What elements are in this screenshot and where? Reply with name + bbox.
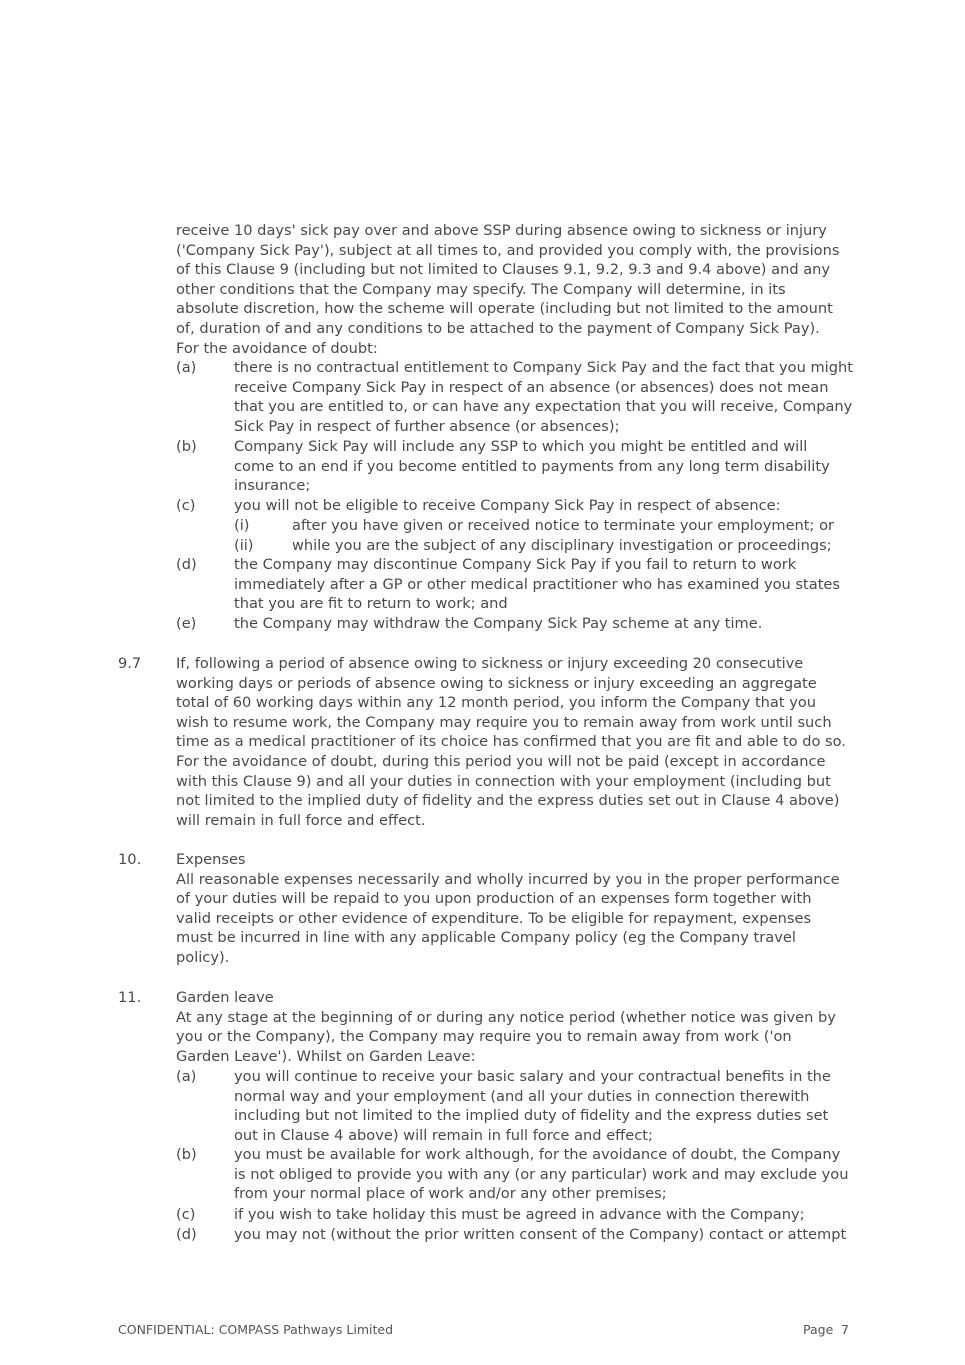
text-line: normal way and your employment (and all your duties in connection therewith — [234, 1087, 810, 1105]
clause-heading: Expenses — [176, 851, 246, 868]
text-line: is not obliged to provide you with any (or any particular) work and may exclude you — [234, 1165, 849, 1183]
item-label: (c) — [176, 497, 196, 514]
item-label: (b) — [176, 438, 197, 455]
text-line: absolute discretion, how the scheme will operate (including but not limited to the amount — [176, 300, 833, 318]
item-label: (b) — [176, 1146, 197, 1163]
text-line: At any stage at the beginning of or during any notice period (whether notice was given by — [176, 1008, 836, 1026]
item-label: (d) — [176, 556, 197, 573]
text-line: out in Clause 4 above) will remain in full force and effect; — [234, 1126, 653, 1144]
text-line: If, following a period of absence owing to sickness or injury exceeding 20 consecutive — [176, 655, 804, 672]
text-line: you must be available for work although, for the avoidance of doubt, the Company — [234, 1146, 841, 1163]
text-line: after you have given or received notice to terminate your employment; or — [292, 517, 834, 534]
clause-number: 10. — [118, 851, 142, 868]
item-label: (a) — [176, 359, 197, 376]
text-line: receive Company Sick Pay in respect of an absence (or absences) does not mean — [234, 378, 829, 396]
text-line: including but not limited to the implied duty of fidelity and the express duties set — [234, 1107, 829, 1125]
text-line: receive 10 days' sick pay over and above SSP during absence owing to sickness or injury — [176, 222, 827, 239]
text-line: with this Clause 9) and all your duties in connection with your employment (including but — [176, 772, 831, 790]
clause-9-6-continuation — [176, 221, 866, 358]
clause-heading: Garden leave — [176, 989, 274, 1006]
text-line: the Company may withdraw the Company Sick Pay scheme at any time. — [234, 615, 763, 632]
text-line: ('Company Sick Pay'), subject at all times to, and provided you comply with, the provisions — [176, 241, 840, 259]
text-line: For the avoidance of doubt, during this period you will not be paid (except in accordance — [176, 752, 826, 770]
sub-item-label: (i) — [234, 517, 250, 534]
text-line: while you are the subject of any disciplinary investigation or proceedings; — [292, 537, 832, 554]
text-line: policy). — [176, 948, 230, 966]
text-line: Garden Leave'). Whilst on Garden Leave: — [176, 1047, 476, 1065]
footer-page-number: 7 — [841, 1322, 849, 1337]
item-label: (c) — [176, 1206, 196, 1223]
item-label: (a) — [176, 1068, 197, 1085]
text-line: if you wish to take holiday this must be agreed in advance with the Company; — [234, 1206, 805, 1223]
item-label: (d) — [176, 1226, 197, 1243]
clause-9-7 — [176, 654, 866, 830]
text-line: you will not be eligible to receive Company Sick Pay in respect of absence: — [234, 497, 781, 514]
footer-confidential: CONFIDENTIAL: COMPASS Pathways Limited — [118, 1322, 394, 1337]
text-line: of your duties will be repaid to you upon production of an expenses form together with — [176, 890, 812, 908]
text-line: must be incurred in line with any applicable Company policy (eg the Company travel — [176, 929, 796, 947]
text-line: you may not (without the prior written consent of the Company) contact or attempt — [234, 1226, 847, 1243]
text-line: not limited to the implied duty of fidelity and the express duties set out in Clause 4 above) — [176, 792, 840, 810]
text-line: All reasonable expenses necessarily and wholly incurred by you in the proper performance — [176, 870, 840, 888]
text-line: of this Clause 9 (including but not limited to Clauses 9.1, 9.2, 9.3 and 9.4 above) and any — [176, 261, 831, 279]
text-line: For the avoidance of doubt: — [176, 339, 378, 357]
text-line: Sick Pay in respect of further absence (or absences); — [234, 417, 620, 435]
text-line: time as a medical practitioner of its choice has confirmed that you are fit and able to do so. — [176, 733, 846, 751]
clause-11-garden-leave — [176, 988, 866, 1066]
text-line: immediately after a GP or other medical practitioner who has examined you states — [234, 575, 841, 593]
text-line: working days or periods of absence owing to sickness or injury exceeding an aggregate — [176, 674, 817, 692]
text-line: the Company may discontinue Company Sick Pay if you fail to return to work — [234, 556, 797, 573]
item-label: (e) — [176, 615, 197, 632]
text-line: from your normal place of work and/or any other premises; — [234, 1185, 667, 1203]
sub-item-label: (ii) — [234, 537, 254, 554]
text-line: will remain in full force and effect. — [176, 811, 426, 829]
text-line: come to an end if you become entitled to payments from any long term disability — [234, 457, 830, 475]
text-line: of, duration of and any conditions to be attached to the payment of Company Sick Pay). — [176, 319, 820, 337]
text-line: total of 60 working days within any 12 month period, you inform the Company that you — [176, 694, 817, 712]
text-line: other conditions that the Company may specify. The Company will determine, in its — [176, 280, 786, 298]
text-line: there is no contractual entitlement to Company Sick Pay and the fact that you might — [234, 359, 853, 376]
text-line: valid receipts or other evidence of expenditure. To be eligible for repayment, expenses — [176, 909, 812, 927]
text-line: that you are fit to return to work; and — [234, 595, 508, 613]
text-line: you will continue to receive your basic salary and your contractual benefits in the — [234, 1068, 831, 1085]
clause-number: 9.7 — [118, 655, 142, 672]
text-line: Company Sick Pay will include any SSP to which you might be entitled and will — [234, 438, 808, 455]
text-line: that you are entitled to, or can have any expectation that you will receive, Company — [234, 398, 853, 416]
text-line: insurance; — [234, 477, 311, 495]
footer-page-label: Page — [803, 1322, 834, 1337]
clause-number: 11. — [118, 989, 142, 1006]
text-line: wish to resume work, the Company may require you to remain away from work until such — [176, 713, 832, 731]
clause-10-expenses — [176, 850, 866, 968]
text-line: you or the Company), the Company may require you to remain away from work ('on — [176, 1028, 792, 1046]
